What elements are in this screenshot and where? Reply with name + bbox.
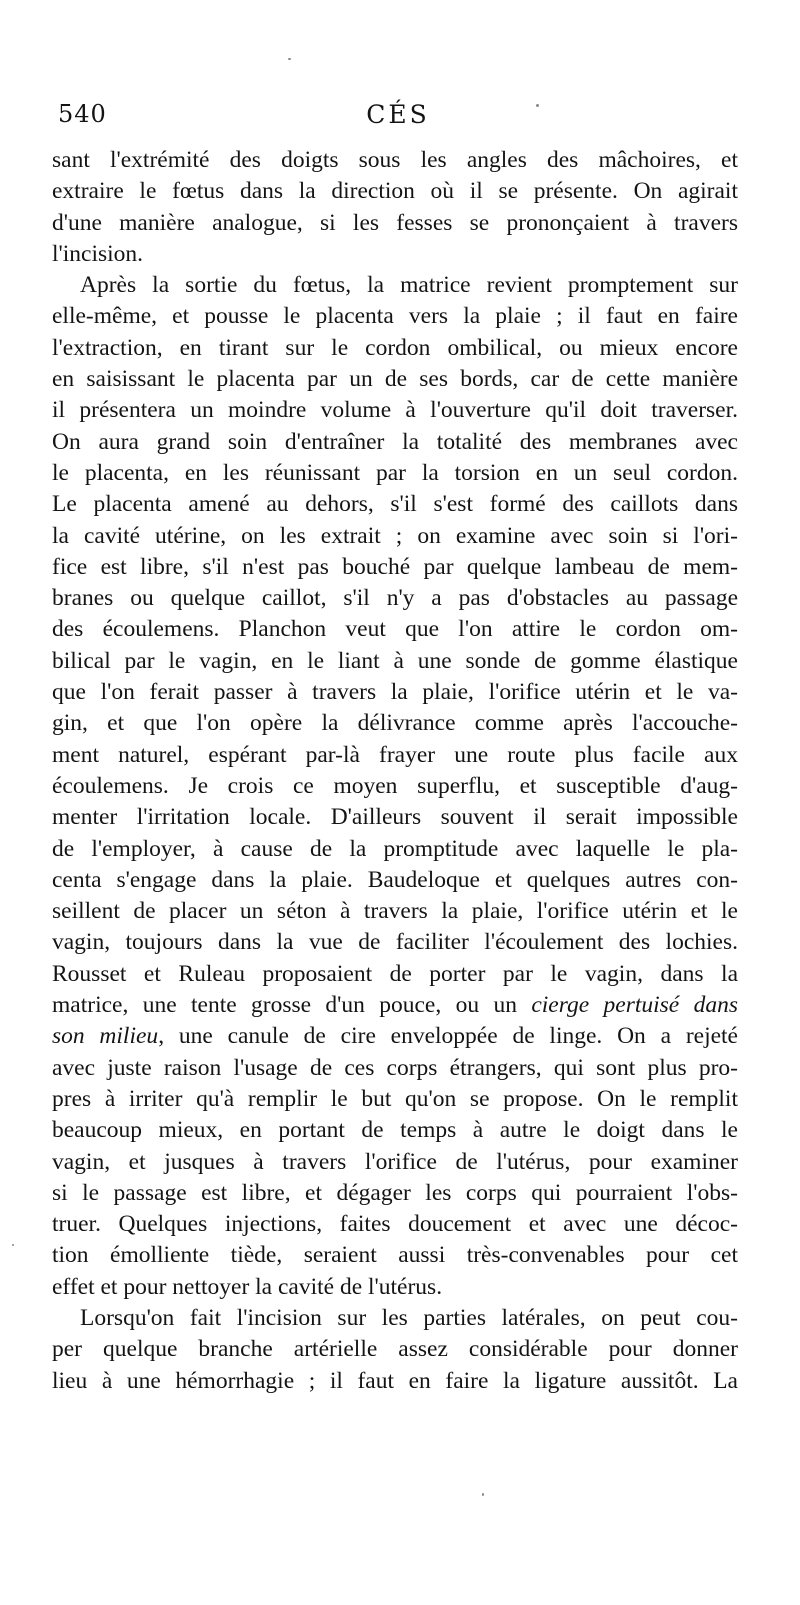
text-run: que l'on ferait passer à travers la plaie, l'orifice utérin et le va- [52,679,738,706]
text-run: de l'employer, à cause de la promptitude avec laquelle le pla- [52,835,738,862]
text-line [52,489,738,520]
text-run: effet et pour nettoyer la cavité de l'utérus. [52,1273,443,1300]
text-run: per quelque branche artérielle assez considérable pour donner [52,1336,738,1363]
text-line [52,646,738,677]
text-line [52,145,738,176]
text-run: vagin, toujours dans la vue de faciliter l'écoulement des lochies. [52,929,738,956]
text-run: l'extraction, en tirant sur le cordon ombilical, ou mieux encore [52,334,738,361]
text-run: l'incision. [52,240,144,267]
text-line [52,427,738,458]
text-line [52,364,738,395]
text-run: des écoulemens. Planchon veut que l'on attire le cordon om- [52,616,738,643]
text-line [52,1366,738,1397]
text-run: avec juste raison l'usage de ces corps étrangers, qui sont plus pro- [52,1054,738,1081]
text-run: fice est libre, s'il n'est pas bouché par quelque lambeau de mem- [52,553,738,580]
text-run: lieu à une hémorrhagie ; il faut en faire la ligature aussitôt. La [52,1367,738,1394]
text-run: le placenta, en les réunissant par la torsion en un seul cordon. [52,459,738,486]
text-run: sant l'extrémité des doigts sous les angles des mâchoires, et [52,147,738,173]
text-line [52,458,738,489]
text-line [52,1334,738,1365]
text-line [52,834,738,865]
text-line [52,771,738,802]
scan-speck [288,58,291,60]
text-line [52,1115,738,1146]
text-run: d'une manière analogue, si les fesses se prononçaient à travers [52,209,738,236]
text-line [52,270,738,301]
text-line [52,583,738,614]
text-run: Lorsqu'on fait l'incision sur les parties latérales, on peut cou- [80,1304,738,1331]
body-text [52,145,738,1397]
text-line [52,552,738,583]
scan-speck [482,1493,484,1496]
text-run: pres à irriter qu'à remplir le but qu'on se propose. On le remplit [52,1085,738,1112]
text-line [52,1303,738,1334]
text-line [52,959,738,990]
text-run: si le passage est libre, et dégager les corps qui pourraient l'obs- [52,1179,738,1206]
text-line [52,677,738,708]
text-run: ment naturel, espérant par-là frayer une route plus facile aux [52,741,738,768]
text-run: gin, et que l'on opère la délivrance comme après l'accouche- [52,710,738,737]
text-line [52,896,738,927]
text-line [52,865,738,896]
text-run: truer. Quelques injections, faites doucement et avec une décoc- [52,1211,738,1238]
text-line [52,239,738,270]
text-line [52,521,738,552]
text-run: écoulemens. Je crois ce moyen superflu, et susceptible d'aug- [52,772,738,799]
text-run: On aura grand soin d'entraîner la totalité des membranes avec [52,428,738,455]
text-line [52,708,738,739]
text-line [52,1053,738,1084]
page-number: 540 [58,100,107,128]
text-line [52,990,738,1021]
text-line [52,1209,738,1240]
text-run: extraire le fœtus dans la direction où il se présente. On agirait [52,178,738,205]
text-line [52,614,738,645]
text-line [52,333,738,364]
text-run: Après la sortie du fœtus, la matrice revient promptement sur [80,272,738,299]
text-line [52,1178,738,1209]
text-line [52,740,738,771]
italic-text-run: cierge pertuisé dans [531,992,738,1019]
text-run: bilical par le vagin, en le liant à une sonde de gomme élastique [52,647,738,674]
text-run: il présentera un moindre volume à l'ouverture qu'il doit traverser. [52,397,738,424]
text-line [52,1240,738,1271]
text-run: Rousset et Ruleau proposaient de porter par le vagin, dans la [52,960,738,987]
page-header [58,100,738,134]
text-run: menter l'irritation locale. D'ailleurs souvent il serait impossible [52,804,738,831]
text-line [52,802,738,833]
text-run: seillent de placer un séton à travers la plaie, l'orifice utérin et le [52,898,738,925]
text-line [52,176,738,207]
text-line [52,1147,738,1178]
text-line [52,1272,738,1303]
italic-text-run: son milieu [52,1023,159,1050]
text-run: en saisissant le placenta par un de ses bords, car de cette manière [52,366,738,393]
scan-speck [536,104,539,107]
text-run: tion émolliente tiède, seraient aussi très-convenables pour cet [52,1242,738,1269]
text-run: elle-même, et pousse le placenta vers la plaie ; il faut en faire [52,303,738,330]
text-run: centa s'engage dans la plaie. Baudeloque et quelques autres con- [52,866,738,893]
text-run: vagin, et jusques à travers l'orifice de l'utérus, pour examiner [52,1148,738,1175]
text-line [52,927,738,958]
text-run: la cavité utérine, on les extrait ; on examine avec soin si l'ori- [52,522,738,549]
text-run: beaucoup mieux, en portant de temps à autre le doigt dans le [52,1117,738,1144]
text-line [52,1021,738,1052]
text-run: , une canule de cire enveloppée de linge. On a rejeté [158,1023,738,1050]
text-run: Le placenta amené au dehors, s'il s'est formé des caillots dans [52,491,738,518]
text-line [52,1084,738,1115]
text-run: branes ou quelque caillot, s'il n'y a pas d'obstacles au passage [52,585,738,612]
running-head: CÉS [366,100,430,129]
text-line [52,301,738,332]
text-line [52,208,738,239]
text-line [52,395,738,426]
scan-speck [12,1244,14,1246]
text-run: matrice, une tente grosse d'un pouce, ou un [52,992,532,1019]
